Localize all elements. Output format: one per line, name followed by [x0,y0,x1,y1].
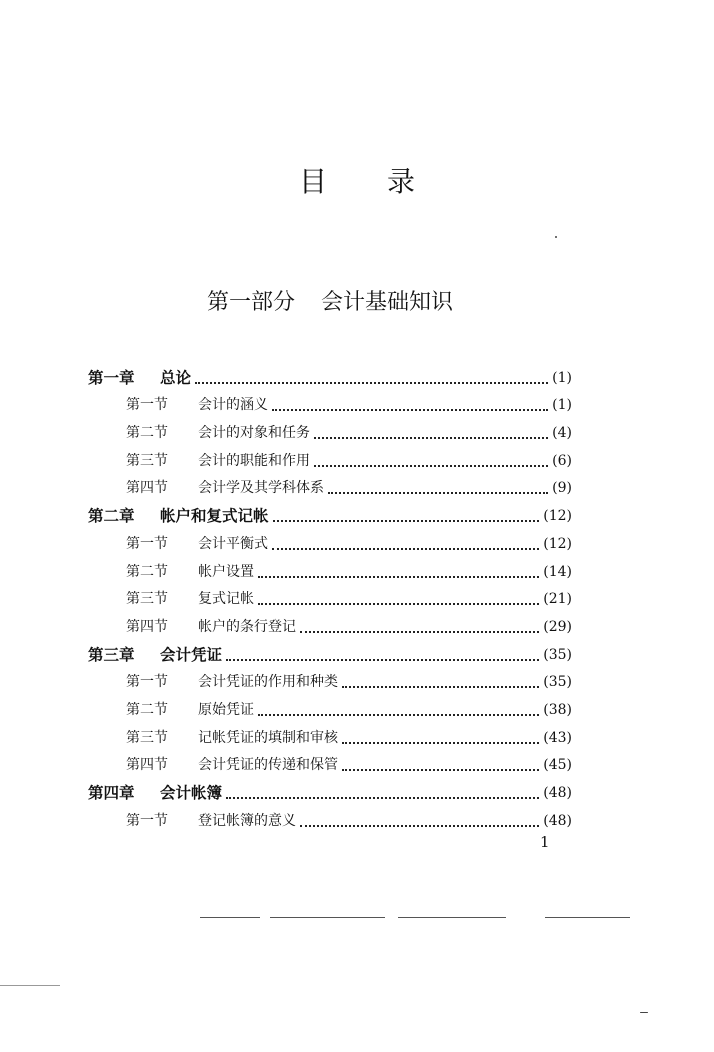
part-name: 会计基础知识 [321,290,454,315]
toc-entry-page: (1) [552,369,572,386]
toc-entry-page: (43) [543,729,572,746]
toc-entry-number: 第三节 [126,591,168,608]
toc-entry-number: 第二节 [126,701,168,718]
toc-entry-page: (1) [552,397,572,414]
toc-entry-number: 第四节 [126,480,168,497]
toc-section-row [88,692,572,720]
toc-entry-page: (35) [543,646,572,663]
title-char-1: 目 [298,165,327,198]
toc-entry-number: 第三节 [126,452,168,469]
toc-entry-number: 第三节 [126,729,168,746]
dot-leader [258,575,539,578]
scan-artifact [398,917,506,918]
toc-entry-page: (14) [543,563,572,580]
toc-section-row [88,554,572,582]
scan-artifact [270,917,385,918]
dot-leader [300,630,539,633]
toc-entry-title: 会计帐簿 [160,784,223,802]
toc-entry-title: 会计凭证的作用和种类 [198,674,338,691]
dot-leader [342,685,539,688]
toc-entry-number: 第四节 [126,618,168,635]
scan-speck [555,236,557,238]
toc-entry-title: 会计凭证的传递和保管 [198,757,338,774]
toc-entry-title: 复式记帐 [198,591,254,608]
toc-entry-page: (12) [543,535,572,552]
dot-leader [226,796,539,799]
toc-entry-title: 登记帐簿的意义 [198,812,296,829]
dot-leader [314,464,548,467]
dot-leader [226,658,539,661]
toc-section-row [88,471,572,499]
dot-leader [258,602,539,605]
toc-chapter-row [88,498,572,526]
scan-speck [640,1012,648,1013]
dot-leader [342,741,539,744]
toc-entry-page: (4) [552,425,572,442]
toc-entry-title: 记帐凭证的填制和审核 [198,729,338,746]
dot-leader [314,436,548,439]
toc-entry-title: 总论 [160,368,192,387]
toc-entry-page: (9) [552,480,572,497]
toc-entry-page: (6) [552,452,572,469]
toc-section-row [88,388,572,416]
toc-entry-number: 第四章 [88,784,135,802]
toc-entry-title: 帐户设置 [198,563,254,580]
toc-entry-number: 第二章 [88,507,135,526]
toc-entry-title: 会计凭证 [160,645,223,664]
toc-entry-page: (48) [543,812,572,829]
toc-entry-title: 原始凭证 [198,701,254,718]
dot-leader [300,824,539,827]
toc-entry-title: 会计的职能和作用 [198,452,310,469]
toc-section-row [88,803,572,831]
page-number: 1 [540,833,550,851]
dot-leader [272,408,548,411]
page-title [0,160,714,200]
dot-leader [328,491,548,494]
toc-entry-page: (21) [543,591,572,608]
toc-entry-page: (29) [543,618,572,635]
toc-section-row [88,609,572,637]
scan-artifact [545,917,630,918]
toc-entry-number: 第一节 [126,535,168,552]
toc-section-row [88,582,572,610]
part-number: 第一部分 [206,290,295,315]
toc-section-row [88,748,572,776]
part-heading [0,285,660,316]
toc-entry-number: 第一章 [88,368,135,387]
toc-entry-page: (38) [543,701,572,718]
toc-entry-number: 第一节 [126,674,168,691]
toc-entry-page: (12) [543,508,572,525]
scan-artifact [200,917,260,918]
toc-section-row [88,665,572,693]
toc-entry-number: 第一节 [126,812,168,829]
toc-section-row [88,443,572,471]
toc-entry-title: 帐户和复式记帐 [160,507,269,526]
toc-entry-number: 第二节 [126,563,168,580]
table-of-contents [88,360,572,831]
toc-chapter-row [88,775,572,803]
dot-leader [272,547,539,550]
toc-entry-page: (35) [543,674,572,691]
toc-entry-number: 第一节 [126,397,168,414]
toc-entry-number: 第三章 [88,645,135,664]
dot-leader [342,768,539,771]
toc-entry-page: (48) [543,785,572,801]
toc-entry-title: 会计学及其学科体系 [198,480,324,497]
toc-entry-title: 会计的涵义 [198,397,268,414]
toc-chapter-row [88,360,572,388]
toc-section-row [88,415,572,443]
scan-artifact [0,985,60,986]
dot-leader [273,519,540,522]
toc-section-row [88,720,572,748]
toc-entry-title: 会计平衡式 [198,535,268,552]
title-char-2: 录 [387,165,416,198]
toc-entry-number: 第四节 [126,757,168,774]
toc-entry-title: 帐户的条行登记 [198,618,296,635]
toc-entry-number: 第二节 [126,425,168,442]
dot-leader [195,381,548,384]
toc-entry-title: 会计的对象和任务 [198,425,310,442]
toc-chapter-row [88,637,572,665]
dot-leader [258,713,539,716]
toc-entry-page: (45) [543,757,572,774]
toc-section-row [88,526,572,554]
